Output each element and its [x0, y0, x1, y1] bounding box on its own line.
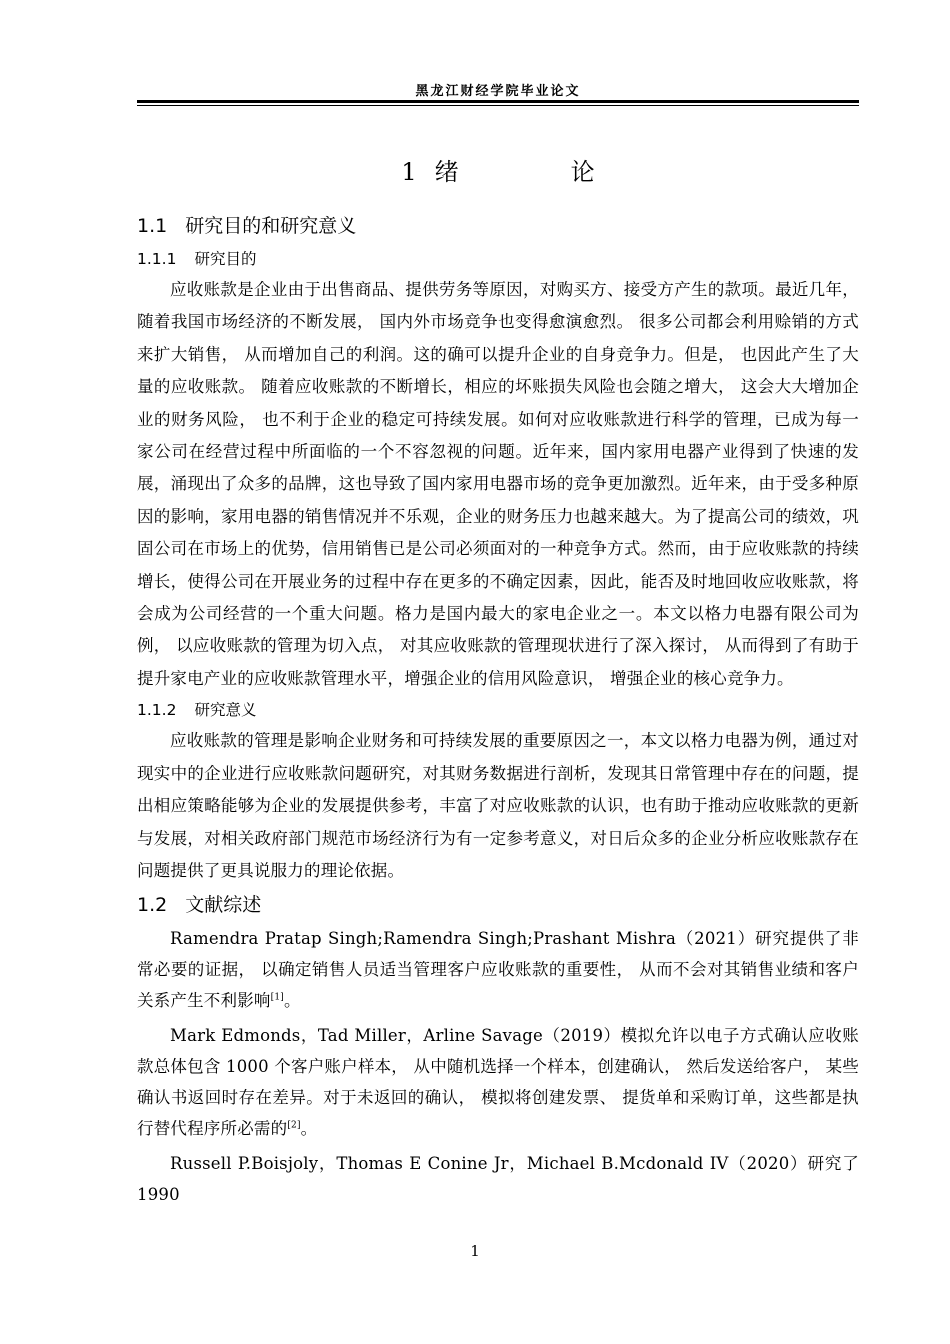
section-title: 研究目的和研究意义	[185, 215, 357, 237]
paragraph-research-significance: 应收账款的管理是影响企业财务和可持续发展的重要原因之一，本文以格力电器为例，通过对现实中的企业进行应收账款问题研究，对其财务数据进行剖析，发现其日常管理中存在的问题，提出相应策略能够为企业的发展提供参考，丰富了对应收账款的认识，也有助于推动应收账款的更新与发展，对相关政府部门规范市场经济行为有一定参考意义，对日后众多的企业分析应收账款存在问题提供了更具说服力的理论依据。	[137, 731, 859, 880]
page-number: 1	[470, 1242, 480, 1260]
section-heading-1-1	[137, 208, 859, 244]
body-content	[137, 208, 859, 1214]
chapter-heading: 绪 论	[434, 158, 639, 186]
literature-paragraph	[137, 1148, 859, 1210]
paragraph-research-purpose: 应收账款是企业由于出售商品、提供劳务等原因，对购买方、接受方产生的款项。最近几年，随着我国市场经济的不断发展， 国内外市场竞争也变得愈演愈烈。 很多公司都会利用赊销的方式来扩大销售， 从而增加自己的利润。这的确可以提升企业的自身竞争力。但是， 也因此产生了大量的应收账款。 随着应收账款的不断增长，相应的坏账损失风险也会随之增大， 这会大大增加企业的财务风险， 也不利于企业的稳定可持续发展。如何对应收账款进行科学的管理，已成为每一家公司在经营过程中所面临的一个不容忽视的问题。近年来，国内家用电器产业得到了快速的发展，涌现出了众多的品牌，这也导致了国内家用电器市场的竞争更加激烈。近年来，由于受多种原因的影响，家用电器的销售情况并不乐观，企业的财务压力也越来越大。为了提高公司的绩效，巩固公司在市场上的优势，信用销售已是公司必须面对的一种竞争方式。然而，由于应收账款的持续增长，使得公司在开展业务的过程中存在更多的不确定因素，因此，能否及时地回收应收账款，将会成为公司经营的一个重大问题。格力是国内最大的家电企业之一。本文以格力电器有限公司为例， 以应收账款的管理为切入点， 对其应收账款的管理现状进行了深入探讨， 从而得到了有助于提升家电产业的应收账款管理水平，增强企业的信用风险意识， 增强企业的核心竞争力。	[137, 280, 859, 688]
subsection-number: 1.1.1	[137, 250, 177, 268]
citation-marker: [2]	[287, 1120, 301, 1131]
subsection-title: 研究意义	[194, 701, 257, 720]
running-header: 黑龙江财经学院毕业论文	[415, 84, 581, 99]
header-rule-thin	[137, 105, 859, 106]
section-heading-1-2	[137, 887, 859, 923]
chapter-title	[137, 152, 859, 187]
literature-text: Russell P.Boisjoly，Thomas E Conine Jr，Michael B.Mcdonald IV（2020）研究了 1990	[137, 1154, 859, 1205]
literature-tail: 。	[283, 991, 301, 1011]
literature-tail: 。	[300, 1119, 318, 1139]
citation-marker: [1]	[270, 992, 284, 1003]
chapter-number: 1	[401, 158, 417, 186]
literature-paragraph	[137, 923, 859, 1016]
section-title: 文献综述	[185, 894, 262, 917]
section-number: 1.2	[137, 894, 168, 917]
literature-text: Ramendra Pratap Singh;Ramendra Singh;Prashant Mishra（2021）研究提供了非常必要的证据， 以确定销售人员适当管理客户应收账款的重要性， 从而不会对其销售业绩和客户关系产生不利影响	[137, 929, 859, 1011]
section-number: 1.1	[137, 215, 168, 237]
literature-paragraph	[137, 1020, 859, 1144]
subsection-heading-1-1-1	[137, 244, 859, 274]
subsection-title: 研究目的	[194, 250, 257, 268]
subsection-number: 1.1.2	[137, 701, 177, 720]
header-rule-thick	[137, 100, 859, 103]
subsection-heading-1-1-2	[137, 695, 859, 725]
literature-text: Mark Edmonds，Tad Miller，Arline Savage（2019）模拟允许以电子方式确认应收账款总体包含 1000 个客户账户样本， 从中随机选择一个样本，创建确认， 然后发送给客户， 某些确认书返回时存在差异。对于未返回的确认， 模拟将创建发票、 提货单和采购订单，这些都是执行替代程序所必需的	[137, 1026, 859, 1139]
